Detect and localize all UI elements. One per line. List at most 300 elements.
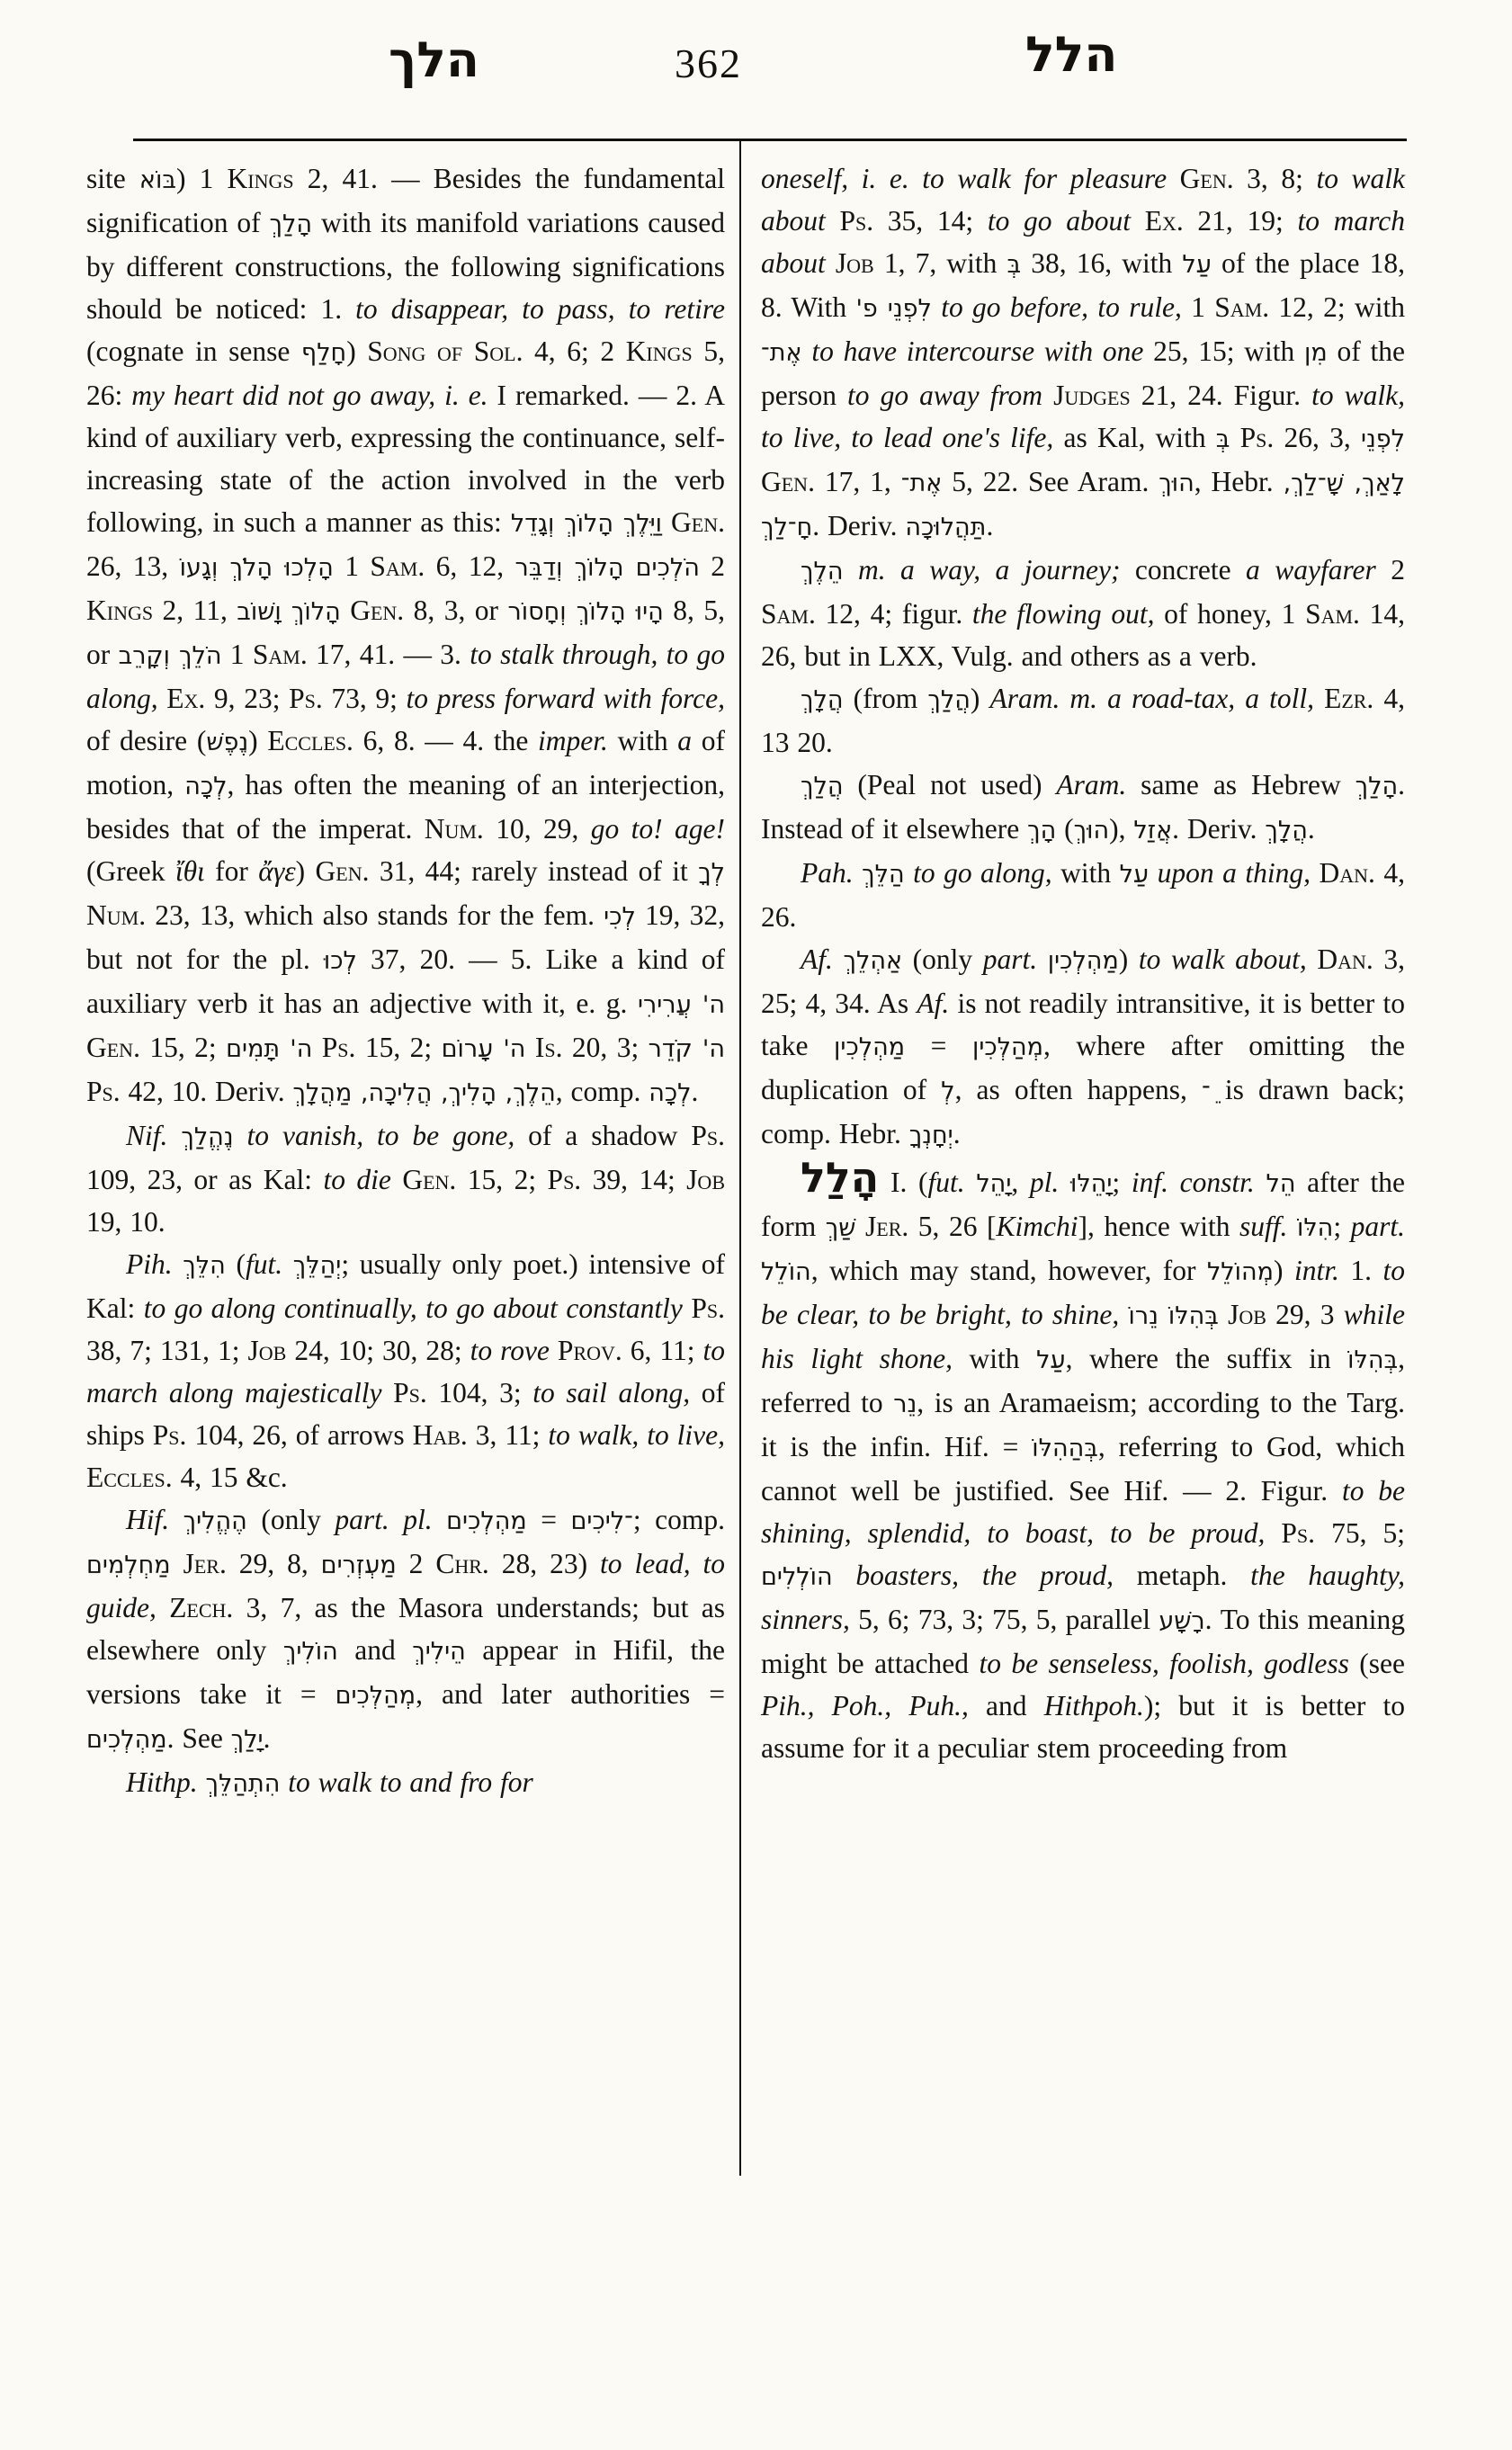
text-segment: 15, 2;: [456, 1164, 548, 1195]
text-segment: [157, 1592, 169, 1623]
hebrew-text: מְהוֹלֵל: [1206, 1258, 1274, 1286]
text-segment: m.: [857, 554, 886, 586]
text-segment: ); but it is better to assume for it a peculiar stem proceeding from: [761, 1690, 1406, 1764]
text-segment: 5, 26 [: [908, 1211, 997, 1242]
text-segment: with: [953, 1343, 1037, 1374]
text-segment: Is.: [534, 1032, 563, 1063]
hebrew-text: מַעְזְרִים: [320, 1551, 397, 1579]
text-segment: 2, 11,: [153, 595, 237, 626]
text-segment: of ships: [86, 1377, 725, 1451]
text-segment: 23, 13, which also stands for the fem.: [146, 899, 604, 931]
text-segment: Ps.: [691, 1292, 726, 1324]
text-segment: 6, 11;: [622, 1335, 703, 1366]
text-segment: Sam.: [761, 598, 816, 630]
text-segment: (cognate in sense: [86, 335, 301, 367]
text-column-right: [761, 157, 1405, 1769]
text-segment: Aram. m.: [989, 683, 1098, 714]
text-segment: Job: [835, 247, 874, 279]
text-segment: 31, 44; rarely instead of it: [369, 855, 699, 887]
text-segment: of honey, 1: [1154, 598, 1306, 630]
hebrew-text: לָאַךְ, שָׁ־לַךְ, חָ־לַךְ: [761, 469, 1406, 541]
text-segment: [341, 595, 350, 626]
dictionary-paragraph: [761, 764, 1405, 852]
text-segment: ): [1118, 943, 1139, 975]
text-segment: Jer.: [865, 1211, 909, 1242]
text-segment: 20, 3;: [562, 1032, 649, 1063]
text-segment: to walk about: [761, 163, 1406, 237]
text-segment: Nif.: [126, 1120, 182, 1151]
dictionary-paragraph: [761, 549, 1405, 677]
text-segment: 2: [699, 550, 726, 582]
text-segment: [1131, 205, 1145, 237]
text-segment: Gen.: [350, 595, 405, 626]
text-segment: (see: [1348, 1648, 1405, 1679]
hebrew-text: בְּ: [1007, 251, 1022, 279]
text-segment: boasters, the proud,: [855, 1560, 1114, 1591]
text-segment: (only: [246, 1504, 336, 1535]
hebrew-text: ־לִיכִים: [570, 1507, 633, 1535]
hebrew-text: הֲלָךְ: [1265, 817, 1308, 845]
text-segment: [683, 1292, 691, 1324]
hebrew-text: מַהְלְכִין: [834, 1033, 906, 1061]
text-segment: 26, 13,: [86, 550, 180, 582]
text-segment: Job: [686, 1164, 725, 1195]
dictionary-paragraph: [86, 157, 725, 1114]
text-segment: to press forward with force,: [406, 683, 725, 714]
text-segment: Pah.: [801, 857, 863, 889]
hebrew-text: נֶהֱלַךְ: [181, 1123, 234, 1151]
text-segment: Num.: [424, 813, 484, 845]
text-segment: of desire (: [86, 725, 207, 756]
hebrew-text: הַלֵּךְ: [862, 861, 905, 889]
text-segment: .: [953, 1118, 961, 1149]
hebrew-text: לְכִי: [604, 903, 636, 931]
text-segment: 3, 7, as the Masora understands; but as elsewhere only: [86, 1592, 726, 1666]
text-segment: , referring to God, which cannot well be justified. See Hif. — 2. Figur.: [761, 1431, 1405, 1507]
text-segment: Af.: [801, 943, 844, 975]
text-segment: Kings: [227, 163, 294, 194]
text-segment: [826, 247, 836, 279]
text-segment: of a shadow: [514, 1120, 692, 1151]
text-segment: ἄγε: [258, 855, 296, 887]
text-segment: [234, 1120, 247, 1151]
text-segment: to go away from: [847, 380, 1043, 411]
text-segment: .: [263, 1722, 271, 1754]
hebrew-text: עַל: [1182, 251, 1212, 279]
text-segment: , comp.: [555, 1076, 649, 1107]
hebrew-text: הֲלָךְ: [801, 686, 844, 714]
text-segment: 8, 3, or: [404, 595, 508, 626]
hebrew-text: נֵר: [893, 1390, 917, 1418]
header-rule: [133, 139, 1407, 141]
text-segment: Num.: [86, 899, 147, 931]
text-segment: Hithp.: [126, 1766, 206, 1798]
text-segment: 6, 12,: [425, 550, 515, 582]
text-segment: 2: [1375, 554, 1406, 586]
text-segment: appear in Hifil, the versions take it =: [86, 1634, 725, 1710]
text-segment: [662, 506, 671, 538]
text-segment: Ex.: [166, 683, 206, 714]
text-segment: [833, 1560, 856, 1591]
text-segment: , and later authorities =: [416, 1678, 725, 1710]
dictionary-paragraph: [86, 1243, 725, 1498]
text-segment: [1255, 1167, 1266, 1198]
hebrew-text: בּוֹא: [139, 166, 176, 194]
text-segment: 12, 2; with: [1269, 291, 1405, 323]
text-segment: 10, 29,: [483, 813, 591, 845]
text-column-left: [86, 157, 725, 1805]
text-segment: Zech.: [169, 1592, 234, 1623]
text-segment: Gen.: [315, 855, 370, 887]
text-segment: 24, 10; 30, 28;: [286, 1335, 470, 1366]
text-segment: to walk, to live,: [548, 1419, 725, 1451]
text-segment: 75, 5;: [1315, 1517, 1405, 1549]
text-segment: ; comp.: [632, 1504, 725, 1535]
text-segment: 6, 8. — 4. the: [353, 725, 538, 756]
text-segment: 1: [1181, 291, 1215, 323]
text-segment: to walk to and fro for: [288, 1766, 533, 1798]
hebrew-text: יְחָנְךָ: [908, 1122, 953, 1149]
text-segment: to sail along,: [532, 1377, 691, 1408]
text-segment: , has often the meaning of an interjection, besides that of the imperat.: [86, 769, 725, 845]
text-segment: 38, 7; 131, 1;: [86, 1335, 248, 1366]
text-segment: Eccles.: [267, 725, 353, 756]
text-segment: to rove: [470, 1335, 550, 1366]
text-segment: [855, 1211, 865, 1242]
hebrew-text: עַל: [1119, 861, 1150, 889]
hebrew-text: הוּךְ: [1073, 817, 1110, 845]
text-segment: Ps.: [1239, 422, 1275, 453]
hebrew-text: בְּ: [1215, 425, 1230, 453]
text-segment: with: [607, 725, 678, 756]
text-segment: I. (: [879, 1167, 928, 1198]
hebrew-text: אַהְלֵךְ: [843, 947, 903, 975]
text-segment: fut.: [245, 1248, 283, 1280]
text-segment: Dan.: [1317, 943, 1373, 975]
text-segment: 38, 16, with: [1021, 247, 1183, 279]
text-segment: Gen.: [671, 506, 725, 538]
text-segment: 17, 1,: [814, 466, 901, 497]
text-segment: (Greek: [86, 855, 175, 887]
text-segment: 35, 14;: [873, 205, 988, 237]
text-segment: Kings: [86, 595, 154, 626]
text-segment: to go along,: [913, 857, 1052, 889]
hebrew-text: ה' תָּמִים: [226, 1035, 313, 1063]
text-segment: [1265, 1517, 1281, 1549]
text-segment: 3, 25; 4, 34. As: [761, 943, 1406, 1019]
text-segment: to vanish, to be gone,: [246, 1120, 515, 1151]
hebrew-text: לִפְנֵי: [1360, 425, 1406, 453]
text-segment: [1307, 943, 1318, 975]
hebrew-text: יָהֵל: [976, 1170, 1012, 1198]
text-segment: [1059, 1167, 1070, 1198]
text-segment: Sam.: [370, 550, 425, 582]
text-segment: , is an Aramaeism; according to the Targ. it is the infin. Hif. =: [761, 1387, 1405, 1462]
text-segment: [525, 1032, 534, 1063]
text-segment: Eccles.: [86, 1462, 173, 1493]
text-segment: is not readily intransitive, it is better to take: [761, 988, 1405, 1061]
text-segment: Sam.: [1214, 291, 1270, 323]
text-segment: part.: [982, 943, 1038, 975]
text-segment: to have intercourse with one: [811, 335, 1144, 367]
hebrew-text: הֲלַךְ: [927, 686, 971, 714]
hebrew-text: תַּהֲלוּכָה: [905, 514, 987, 541]
text-segment: [886, 554, 900, 586]
text-segment: 19, 10.: [86, 1206, 166, 1238]
text-segment: [1314, 683, 1324, 714]
text-segment: suff.: [1239, 1211, 1288, 1242]
text-segment: , where after omitting the duplication of: [761, 1030, 1406, 1105]
text-segment: =: [526, 1504, 571, 1535]
text-segment: same as Hebrew: [1126, 769, 1355, 800]
hebrew-text: הוּךְ: [1159, 469, 1194, 497]
text-segment: [158, 683, 167, 714]
hebrew-text: הֶהֱלִיךְ: [183, 1507, 247, 1535]
hebrew-text: ֵ־: [1201, 1077, 1211, 1105]
text-segment: 109, 23, or as Kal:: [86, 1164, 324, 1195]
text-segment: site: [86, 163, 139, 194]
text-segment: 29, 3: [1266, 1299, 1344, 1330]
hebrew-text: יָלַךְ: [230, 1726, 264, 1754]
hebrew-text: הֹלְכִים הָלוֹךְ וְדַבֵּר: [514, 554, 700, 582]
text-segment: (Peal not used): [843, 769, 1057, 800]
text-segment: concrete: [1120, 554, 1247, 586]
text-segment: .: [691, 1076, 699, 1107]
text-segment: 4, 6; 2: [523, 335, 626, 367]
text-segment: ;: [1112, 1167, 1132, 1198]
text-segment: Gen.: [402, 1164, 457, 1195]
dictionary-paragraph: [761, 677, 1405, 764]
text-segment: with: [1051, 857, 1120, 889]
text-segment: ; usually only poet.) intensive of Kal:: [86, 1248, 726, 1324]
text-segment: 2: [396, 1548, 436, 1579]
running-head-left-hebrew: הלך: [389, 31, 479, 88]
hebrew-text: מַהְלְכִים: [86, 1726, 167, 1754]
text-segment: for: [204, 855, 259, 887]
text-segment: Jer.: [183, 1548, 227, 1579]
dictionary-paragraph: [761, 1153, 1406, 1769]
text-segment: to go about: [987, 205, 1131, 237]
text-segment: the flowing out,: [971, 598, 1155, 630]
text-segment: Af.: [917, 988, 950, 1019]
text-segment: Gen.: [86, 1032, 140, 1063]
hebrew-text: וַיֵּלֶךְ הָלוֹךְ וְגָדֵל: [510, 510, 662, 538]
text-segment: to walk, to live, to lead one's life,: [761, 380, 1406, 453]
text-segment: 3, 11;: [467, 1419, 549, 1451]
hebrew-text: לְכָה: [184, 773, 228, 800]
text-segment: part.: [1350, 1211, 1406, 1242]
hebrew-text: רָשָׁע: [1159, 1607, 1205, 1635]
text-segment: [826, 205, 840, 237]
text-segment: Ps.: [152, 1419, 187, 1451]
text-segment: . Instead of it elsewhere: [761, 769, 1405, 845]
text-segment: a way, a journey;: [900, 554, 1121, 586]
text-segment: [550, 1335, 558, 1366]
hebrew-text: הוֹלֵל: [761, 1258, 811, 1286]
text-segment: , Hebr.: [1194, 466, 1284, 497]
text-segment: Ps.: [1281, 1517, 1316, 1549]
text-segment: Song of Sol.: [367, 335, 523, 367]
hebrew-text: הָלוֹךְ וָשׁוֹב: [237, 598, 341, 626]
text-segment: , as often happens,: [954, 1074, 1202, 1105]
hebrew-text: לְ: [941, 1077, 955, 1105]
text-segment: 42, 10. Deriv.: [120, 1076, 293, 1107]
text-segment: Hab.: [412, 1419, 468, 1451]
text-segment: (: [225, 1248, 246, 1280]
text-segment: 2, 41. — Besides the fundamental signification of: [86, 163, 726, 238]
text-segment: . Deriv.: [1172, 813, 1266, 845]
text-segment: [1042, 380, 1053, 411]
text-segment: a: [677, 725, 693, 756]
text-segment: inf. constr.: [1131, 1167, 1255, 1198]
text-segment: to be shining, splendid, to boast, to be proud,: [761, 1475, 1405, 1549]
text-segment: Pih.: [126, 1248, 183, 1280]
hebrew-text: הָלַךְ: [269, 210, 313, 238]
hebrew-text: מַהְלְכִים: [446, 1507, 527, 1535]
text-segment: . Deriv.: [812, 510, 906, 541]
dictionary-paragraph: [86, 1761, 725, 1805]
text-segment: 12, 4; figur.: [815, 598, 972, 630]
text-segment: (: [1056, 813, 1074, 845]
text-segment: to lead, to guide,: [86, 1548, 726, 1623]
text-segment: Gen.: [761, 466, 815, 497]
hebrew-text: לְךָ: [698, 859, 725, 887]
hebrew-text: מְהַלְּכִין: [971, 1033, 1043, 1061]
text-segment: intr.: [1293, 1255, 1339, 1286]
text-segment: ): [295, 855, 316, 887]
text-segment: [1167, 163, 1180, 194]
hebrew-text: עַל: [1036, 1346, 1066, 1374]
hebrew-text: הֵל: [1266, 1170, 1296, 1198]
text-segment: Prov.: [557, 1335, 622, 1366]
hebrew-text: לְכוּ: [323, 947, 357, 975]
text-segment: my heart did not go away, i. e.: [131, 380, 488, 411]
dictionary-paragraph: [86, 1114, 725, 1243]
text-segment: ], hence with: [1078, 1211, 1240, 1242]
hebrew-text: הָלְכוּ הָלֹךְ וְגָעוֹ: [179, 554, 334, 582]
text-segment: 104, 26, of arrows: [186, 1419, 413, 1451]
hebrew-text: הֲלַךְ: [801, 773, 844, 800]
hebrew-text: הֵלֶךְ, הָלִיךְ, הֲלִיכָה, מַהֲלָךְ: [292, 1079, 556, 1107]
text-segment: as Kal, with: [1053, 422, 1216, 453]
text-segment: and: [968, 1690, 1044, 1721]
text-segment: 19, 32, but not for the pl.: [86, 899, 725, 975]
text-segment: with its manifold variations caused by different constructions, the following significations should be noticed: 1.: [86, 207, 725, 325]
text-segment: [965, 1167, 977, 1198]
hebrew-text: הָיוּ הָלוֹךְ וְחָסוֹר: [507, 598, 664, 626]
hebrew-text: בְּהַהִלּוֹ: [1032, 1435, 1098, 1462]
text-segment: 5, 26:: [86, 335, 725, 411]
dictionary-paragraph: [761, 852, 1405, 938]
text-segment: Chr.: [435, 1548, 489, 1579]
text-segment: 1: [333, 550, 371, 582]
text-segment: [1219, 1299, 1228, 1330]
text-segment: 8, 5, or: [86, 595, 725, 670]
text-segment: ),: [1109, 813, 1134, 845]
text-segment: while his light shone,: [761, 1299, 1406, 1374]
text-segment: [282, 1248, 293, 1280]
running-head-right-hebrew: הלל: [1025, 26, 1118, 83]
page-number: 362: [675, 40, 742, 86]
text-segment: 15, 2;: [139, 1032, 227, 1063]
text-segment: [171, 1548, 183, 1579]
text-segment: [1119, 1299, 1128, 1330]
text-segment: Kimchi: [996, 1211, 1078, 1242]
dictionary-paragraph: [761, 938, 1405, 1157]
text-segment: to walk about,: [1138, 943, 1307, 975]
hebrew-text: הֹלֵךְ וְקָרֵב: [118, 642, 222, 670]
text-segment: to march about: [761, 205, 1405, 279]
text-segment: a wayfarer: [1246, 554, 1376, 586]
text-segment: 25, 15; with: [1143, 335, 1305, 367]
text-segment: of motion,: [86, 725, 725, 800]
hebrew-text: נֶפֶשׁ: [206, 729, 249, 756]
hebrew-text: אֲזַל: [1133, 817, 1173, 845]
text-segment: upon a thing,: [1157, 857, 1311, 889]
text-segment: Kings: [625, 335, 693, 367]
text-segment: [905, 857, 913, 889]
text-segment: 9, 23;: [205, 683, 290, 714]
text-segment: go to! age!: [590, 813, 725, 845]
text-segment: of the person: [761, 335, 1405, 411]
text-segment: [1149, 857, 1157, 889]
hebrew-text: מַחְלְמִים: [86, 1551, 171, 1579]
text-segment: [312, 1032, 321, 1063]
text-segment: to disappear, to pass, to retire: [355, 293, 725, 325]
text-segment: (only: [902, 943, 983, 975]
text-segment: [844, 554, 858, 586]
hebrew-text: הִתְהַלֵּךְ: [205, 1770, 281, 1798]
hebrew-text: בְּהִלּוֹ נֵרוֹ: [1128, 1302, 1219, 1330]
dictionary-paragraph: [761, 157, 1405, 549]
text-segment: is drawn back; comp. Hebr.: [761, 1074, 1406, 1149]
text-segment: 37, 20. — 5. Like a kind of auxiliary verb it has an adjective with it, e. g.: [86, 943, 726, 1019]
text-segment: to march along majestically: [86, 1335, 725, 1408]
text-segment: of the place 18, 8. With: [761, 247, 1405, 323]
text-segment: , which may stand, however, for: [810, 1255, 1207, 1286]
text-segment: 5, 6; 73, 3; 75, 5, parallel: [849, 1604, 1159, 1635]
text-segment: Sam.: [1305, 598, 1360, 630]
hebrew-text: הָלַךְ: [1355, 773, 1399, 800]
text-segment: oneself, i. e. to walk for pleasure: [761, 163, 1168, 194]
text-segment: Pih., Poh., Puh.,: [761, 1690, 969, 1721]
text-segment: , where the suffix in: [1065, 1343, 1348, 1374]
text-segment: =: [905, 1030, 972, 1061]
text-segment: Ps.: [839, 205, 874, 237]
hebrew-text: הוֹלְלִים: [761, 1563, 833, 1591]
text-segment: Ps.: [86, 1076, 121, 1107]
text-segment: 28, 23): [488, 1548, 601, 1579]
text-segment: 26, 3,: [1274, 422, 1361, 453]
text-segment: 4, 13 20.: [761, 683, 1406, 758]
text-segment: Ps.: [547, 1164, 582, 1195]
text-segment: 4, 15 &c.: [172, 1462, 288, 1493]
text-segment: 21, 19;: [1183, 205, 1298, 237]
text-segment: Ps.: [393, 1377, 427, 1408]
text-segment: metaph.: [1114, 1560, 1251, 1591]
hebrew-text: הוֹלִיךְ: [282, 1638, 338, 1666]
text-segment: 1: [221, 639, 253, 670]
text-segment: Ps.: [691, 1120, 725, 1151]
text-segment: fut.: [927, 1167, 965, 1198]
text-segment: [1287, 1211, 1297, 1242]
text-segment: imper.: [538, 725, 608, 756]
hebrew-text: יָהֵלּוּ: [1070, 1170, 1113, 1198]
text-segment: [280, 1766, 288, 1798]
text-segment: pl.: [1029, 1167, 1060, 1198]
text-segment: . See: [166, 1722, 231, 1754]
text-segment: ): [1273, 1255, 1294, 1286]
